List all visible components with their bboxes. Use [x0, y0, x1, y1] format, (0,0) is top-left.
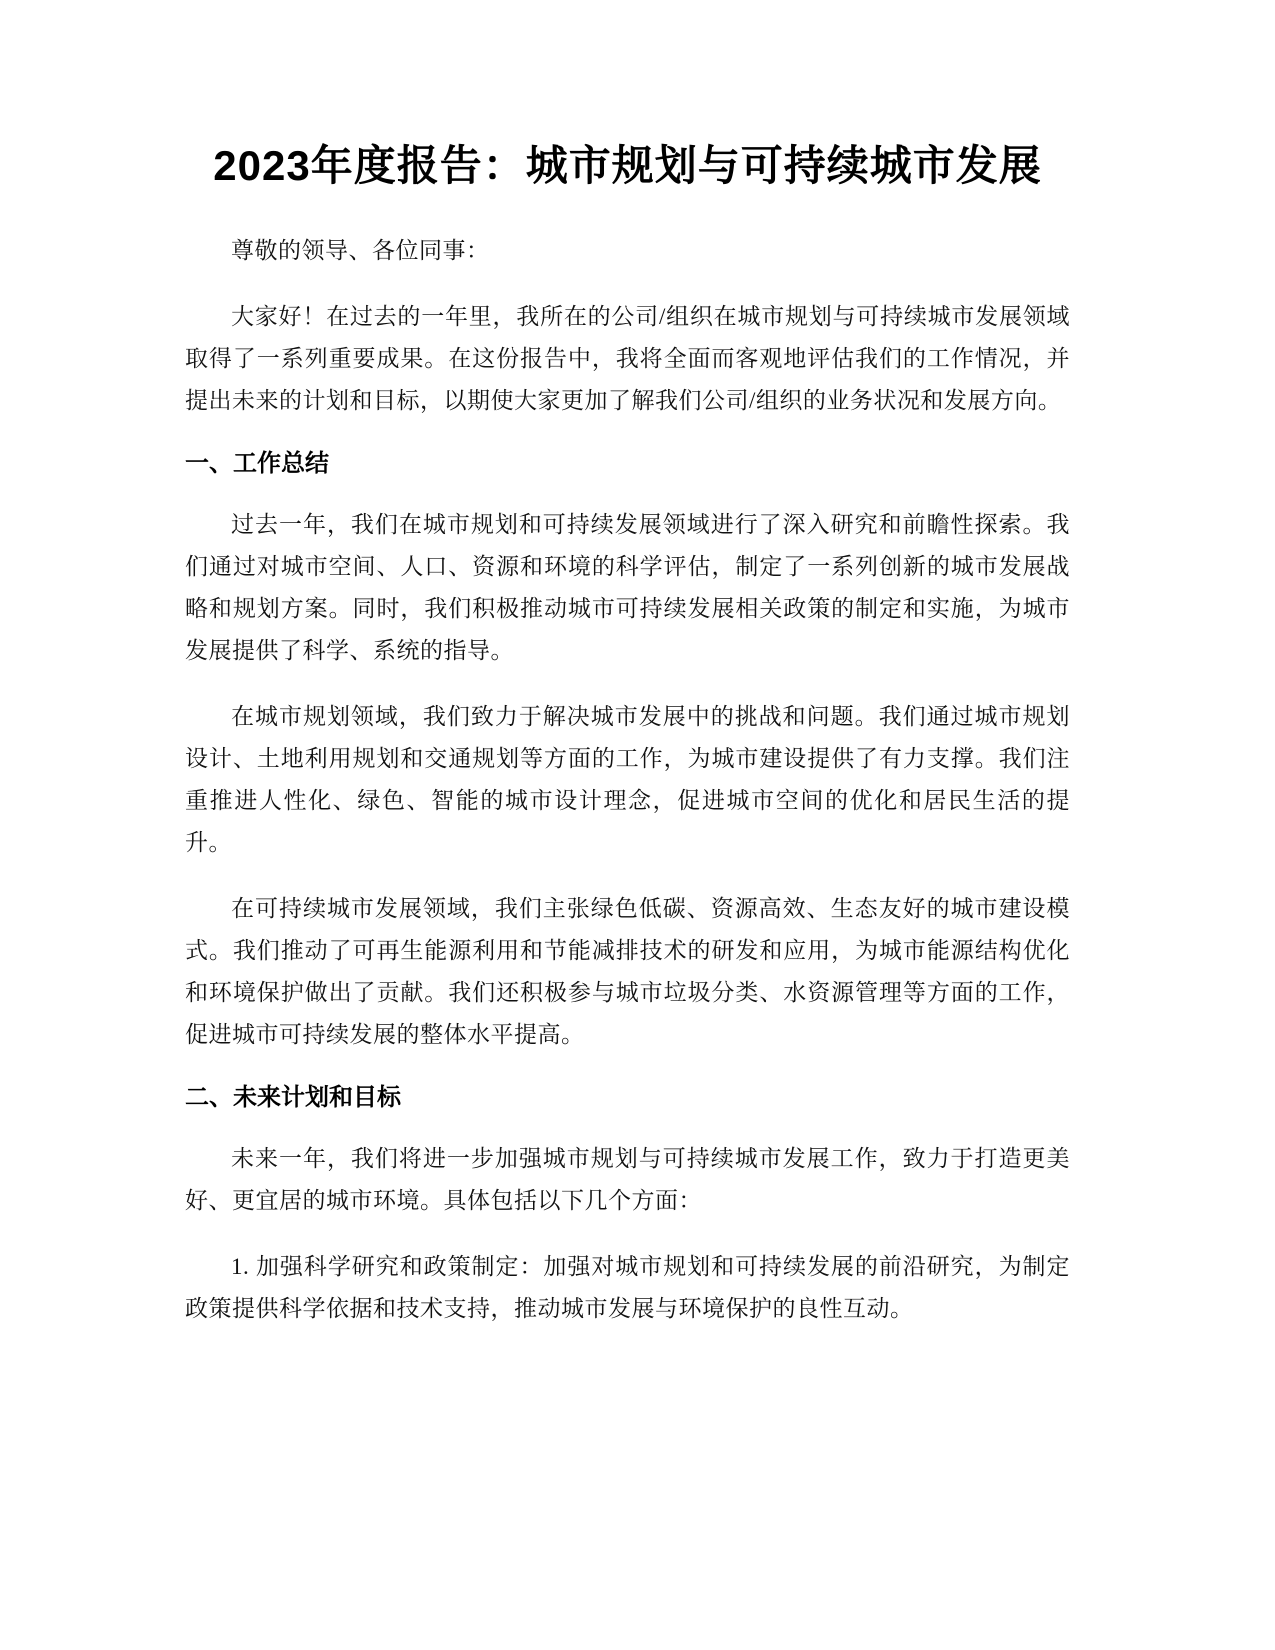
list-item: 1. 加强科学研究和政策制定：加强对城市规划和可持续发展的前沿研究，为制定政策提供科学依据和技术支持，推动城市发展与环境保护的良性互动。 — [185, 1254, 1070, 1321]
section-heading-work-summary: 一、工作总结 — [185, 450, 329, 477]
paragraph: 在城市规划领域，我们致力于解决城市发展中的挑战和问题。我们通过城市规划设计、土地利用规划和交通规划等方面的工作，为城市建设提供了有力支撑。我们注重推进人性化、绿色、智能的城市设计理念，促进城市空间的优化和居民生活的提升。 — [185, 704, 1070, 855]
paragraph: 未来一年，我们将进一步加强城市规划与可持续城市发展工作，致力于打造更美好、更宜居的城市环境。具体包括以下几个方面： — [185, 1146, 1070, 1213]
salutation: 尊敬的领导、各位同事： — [231, 238, 490, 263]
intro-paragraph: 大家好！在过去的一年里，我所在的公司/组织在城市规划与可持续城市发展领域取得了一系列重要成果。在这份报告中，我将全面而客观地评估我们的工作情况，并提出未来的计划和目标，以期使大家更加了解我们公司/组织的业务状况和发展方向。 — [185, 304, 1070, 413]
paragraph: 过去一年，我们在城市规划和可持续发展领域进行了深入研究和前瞻性探索。我们通过对城市空间、人口、资源和环境的科学评估，制定了一系列创新的城市发展战略和规划方案。同时，我们积极推动城市可持续发展相关政策的制定和实施，为城市发展提供了科学、系统的指导。 — [185, 512, 1070, 663]
paragraph: 在可持续城市发展领域，我们主张绿色低碳、资源高效、生态友好的城市建设模式。我们推动了可再生能源利用和节能减排技术的研发和应用，为城市能源结构优化和环境保护做出了贡献。我们还积极参与城市垃圾分类、水资源管理等方面的工作，促进城市可持续发展的整体水平提高。 — [185, 896, 1070, 1047]
section-heading-future-plans: 二、未来计划和目标 — [185, 1084, 401, 1111]
document-page — [185, 140, 1070, 1354]
document-title: 2023年度报告：城市规划与可持续城市发展 — [213, 142, 1042, 189]
